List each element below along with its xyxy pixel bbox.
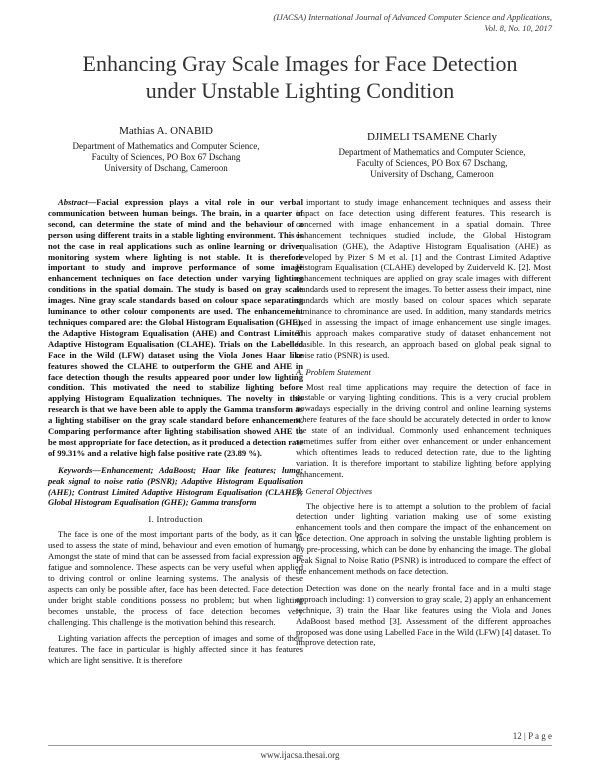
author-univ: University of Dschang, Cameroon: [104, 163, 228, 173]
journal-header: [132, 12, 552, 34]
page-number: 12 | P a g e: [512, 731, 552, 741]
author-univ: University of Dschang, Cameroon: [370, 169, 494, 179]
author-dept: Department of Mathematics and Computer Science,: [338, 147, 526, 157]
title-line-1: Enhancing Gray Scale Images for Face Detection: [82, 51, 518, 76]
body-paragraph: Lighting variation affects the perception of images and some of their features. The face in particular is highly affected since it has features which are light sensitive. It is therefore: [48, 633, 303, 666]
section-heading-introduction: I. Introduction: [148, 514, 203, 525]
author-block-2: [312, 130, 552, 180]
keywords-paragraph: Keywords—Enhancement; AdaBoost; Haar like features; luma; peak signal to noise ratio (PSNR); Adaptive Histogram Equalisation (AHE); Contrast Limited Adaptive Histogram Equalisation (CLAHE); Global Histogram Equalisation (GHE); Gamma transform: [48, 464, 303, 508]
body-paragraph: Most real time applications may require the detection of face in unstable or varying lighting conditions. This is a very crucial problem nowadays especially in the driving control and online learning systems where features of the face should be accurately detected in order to know the state of an individual. Commonly used enhancement techniques sometimes suffer from either over enhancement or under enhancement which oftentimes leads to reduced detection rate, due to the lighting variation. It is therefore important to stabilize lighting before applying enhancement.: [296, 381, 551, 479]
paper-title: [30, 50, 570, 104]
author-name: DJIMELI TSAMENE Charly: [367, 131, 497, 143]
body-paragraph: The face is one of the most important parts of the body, as it can be used to assess the state of mind, behaviour and even emotion of humans. Amongst the state of mind that can be assessed from facial expression are fatigue and somnolence. These aspects can be very useful when applied to driving control or online learning systems. The analysis of these aspects can only be possible after, face has been detected. Face detection under bright stable conditions possess no problem; but when lighting becomes unstable, the process of face detection becomes very challenging. This challenge is the motivation behind this research.: [48, 529, 303, 627]
author-faculty: Faculty of Sciences, PO Box 67 Dschang: [91, 152, 241, 162]
title-line-2: under Unstable Lighting Condition: [145, 78, 455, 103]
body-paragraph: The objective here is to attempt a solution to the problem of facial detection under lighting variation making use of some existing enhancement tools and then compare the impact of the enhancement on face detection. One approach in solving the unstable lighting problem is by pre-processing, which can be done by enhancing the image. The global Peak Signal to Noise Ratio (PSNR) is introduced to compare the effect of the enhancement methods on face detection.: [296, 500, 551, 576]
journal-line-2: Vol. 8, No. 10, 2017: [484, 23, 552, 33]
subsection-heading-general-objectives: B. General Objectives: [296, 485, 373, 496]
abstract-paragraph: [48, 197, 303, 459]
footer-divider: [48, 745, 552, 746]
subsection-heading-problem-statement: A. Problem Statement: [296, 366, 371, 377]
body-paragraph: important to study image enhancement techniques and assess their impact on face detection using different features. This research is concerned with image enhancement in a spatial domain. Three enhancement techniques studied include, the Global Histogram equalisation (GHE), the Adaptive Histogram Equalisation (AHE) as developed by Pizer S M et al. [1] and the Contrast Limited Adaptive Histogram Equalisation (CLAHE) developed by Zuiderveld K. [2]. Most enhancement techniques are applied on gray scale images with different standards used to represent the images. To better assess their impact, nine standards which are mostly based on colour spaces which separate luminance to chrominance are used. In addition, many standards metrics used in assessing the impact of image enhancement use single images. This approach makes comparative study of dataset enhancement not feasible. In this research, an approach based on global peak signal to noise ratio (PSNR) is used.: [296, 197, 551, 360]
author-dept: Department of Mathematics and Computer Science,: [72, 141, 260, 151]
journal-line-1: (IJACSA) International Journal of Advanced Computer Science and Applications,: [273, 12, 552, 22]
left-column: [48, 197, 303, 672]
abstract-body: —Facial expression plays a vital role in our verbal communication between human beings. The brain, in a quarter of second, can determine the state of mind and the behaviour of a person using different traits in a stable lighting environment. This is not the case in real applications such as online learning or driver monitoring system where lighting is not stable. It is therefore important to study and improve performance of some image enhancement techniques on face detection under varying lighting conditions in the spatial domain. The study is based on gray scale images. Nine gray scale standards based on colour space separating luminance to other colour components are used. The enhancement techniques compared are: the Global Histogram Equalisation (GHE), the Adaptive Histogram Equalisation (AHE) and Contrast Limited Adaptive Histogram Equalisation (CLAHE). Trials on the Labelled Face in the Wild (LFW) dataset using the Viola Jones Haar like features showed the CLAHE to outperform the GHE and AHE in face detection though the results appeared poor under low lighting condition. This motivated the need to stabilize lighting before applying Histogram Equalization techniques. The novelty in this research is that we have been able to apply the Gamma transform as a lighting stabiliser on the gray scale standard before enhancement. Comparing performance after lighting stabilisation showed AHE to be most appropriate for face detection, as it produced a detection rate of 99.31% and a relative high false positive rate (23.89 %).: [48, 197, 303, 458]
journal-url: www.ijacsa.thesai.org: [260, 750, 340, 760]
author-faculty: Faculty of Sciences, PO Box 67 Dschang,: [356, 158, 508, 168]
body-paragraph: Detection was done on the nearly frontal face and in a multi stage approach including: 1) conversion to gray scale, 2) apply an enhancement technique, 3) train the Haar like features using the Viola and Jones AdaBoost based method [3]. Assessment of the different approaches proposed was done using Labelled Face in the Wild (LFW) [4] dataset. To improve detection rate,: [296, 582, 551, 648]
author-name: Mathias A. ONABID: [119, 125, 213, 137]
right-column: [296, 197, 551, 654]
author-block-1: [46, 124, 286, 174]
abstract-lead: Abstract: [58, 197, 88, 207]
